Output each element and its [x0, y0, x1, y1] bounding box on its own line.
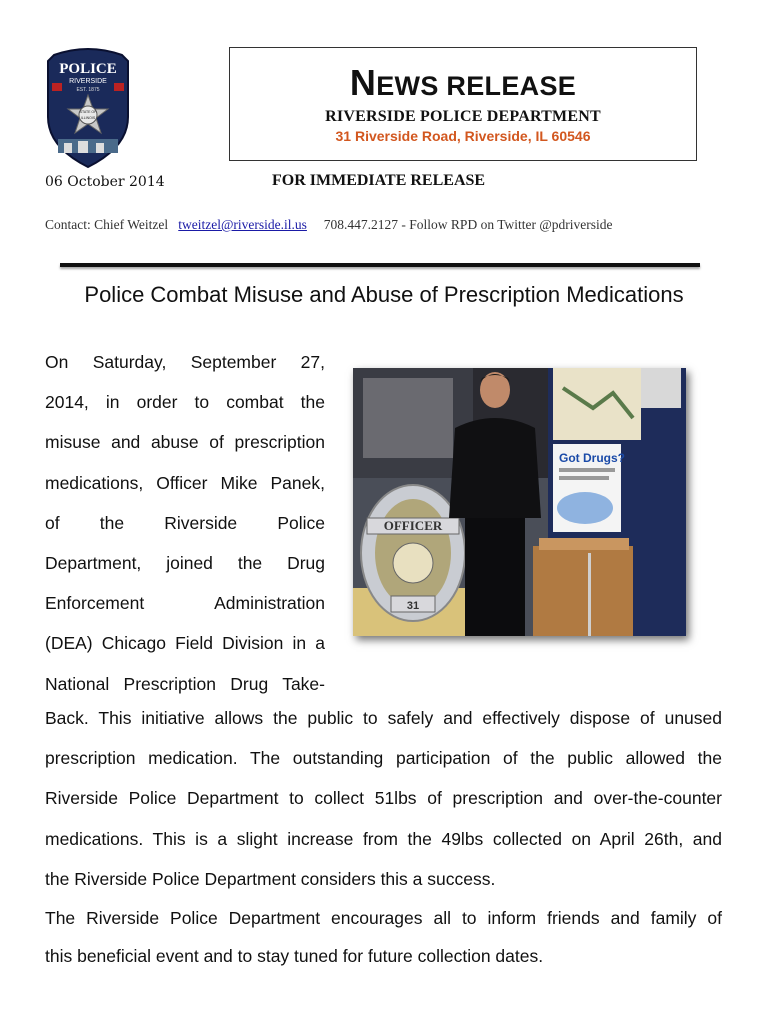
- text-line: of the Riverside Police: [45, 512, 325, 533]
- text-line: medications. This is a slight increase from the 49lbs collected on April 26th, and: [45, 828, 722, 849]
- svg-text:31: 31: [406, 600, 420, 612]
- department-address: 31 Riverside Road, Riverside, IL 60546: [335, 128, 591, 144]
- svg-text:RIVERSIDE: RIVERSIDE: [69, 78, 107, 85]
- svg-text:Got Drugs?: Got Drugs?: [559, 451, 625, 465]
- text-line: Back. This initiative allows the public to safely and effectively dispose of unused: [45, 708, 722, 728]
- police-badge-logo: [44, 47, 132, 169]
- headline: Police Combat Misuse and Abuse of Prescription Medications: [84, 282, 684, 307]
- text-line: The Riverside Police Department encourages all to inform friends and family of: [45, 908, 722, 928]
- text-line: On Saturday, September 27,: [45, 352, 325, 372]
- text-line: this beneficial event and to stay tuned for future collection dates.: [45, 946, 544, 966]
- release-date: 06 October 2014: [45, 174, 165, 190]
- svg-text:STATE OF: STATE OF: [79, 110, 97, 114]
- text-line: National Prescription Drug Take-: [45, 673, 325, 694]
- text-line: medications, Officer Mike Panek,: [45, 472, 325, 493]
- divider-rule: [60, 263, 700, 267]
- contact-label: Contact: Chief Weitzel: [45, 217, 169, 232]
- svg-text:ILLINOIS: ILLINOIS: [80, 116, 96, 120]
- svg-text:OFFICER: OFFICER: [383, 518, 443, 533]
- text-line: prescription medication. The outstanding participation of the public allowed the: [45, 748, 722, 769]
- text-line: Riverside Police Department to collect 51lbs of prescription and over-the-counter: [45, 788, 722, 809]
- text-line: (DEA) Chicago Field Division in a: [45, 633, 325, 654]
- news-release-box: [229, 47, 697, 161]
- department-name: RIVERSIDE POLICE DEPARTMENT: [325, 108, 601, 125]
- svg-text:EST. 1875: EST. 1875: [76, 87, 100, 93]
- closing-paragraph: [45, 899, 722, 975]
- text-line: the Riverside Police Department considers this a success.: [45, 868, 496, 889]
- release-type: FOR IMMEDIATE RELEASE: [272, 172, 486, 189]
- intro-paragraph: [45, 342, 325, 704]
- contact-email-link[interactable]: tweitzel@riverside.il.us: [178, 217, 307, 232]
- text-line: Department, joined the Drug: [45, 553, 325, 574]
- text-line: 2014, in order to combat the: [45, 392, 325, 413]
- text-line: Enforcement Administration: [45, 593, 325, 614]
- body-paragraph-continued: [45, 698, 722, 899]
- news-release-title: NEWS RELEASE: [349, 62, 577, 103]
- svg-text:POLICE: POLICE: [59, 61, 117, 77]
- contact-phone: 708.447.2127 - Follow RPD on Twitter @pdriverside: [323, 217, 613, 232]
- contact-line: [45, 217, 613, 233]
- text-line: misuse and abuse of prescription: [45, 432, 325, 453]
- officer-photo: [353, 368, 686, 636]
